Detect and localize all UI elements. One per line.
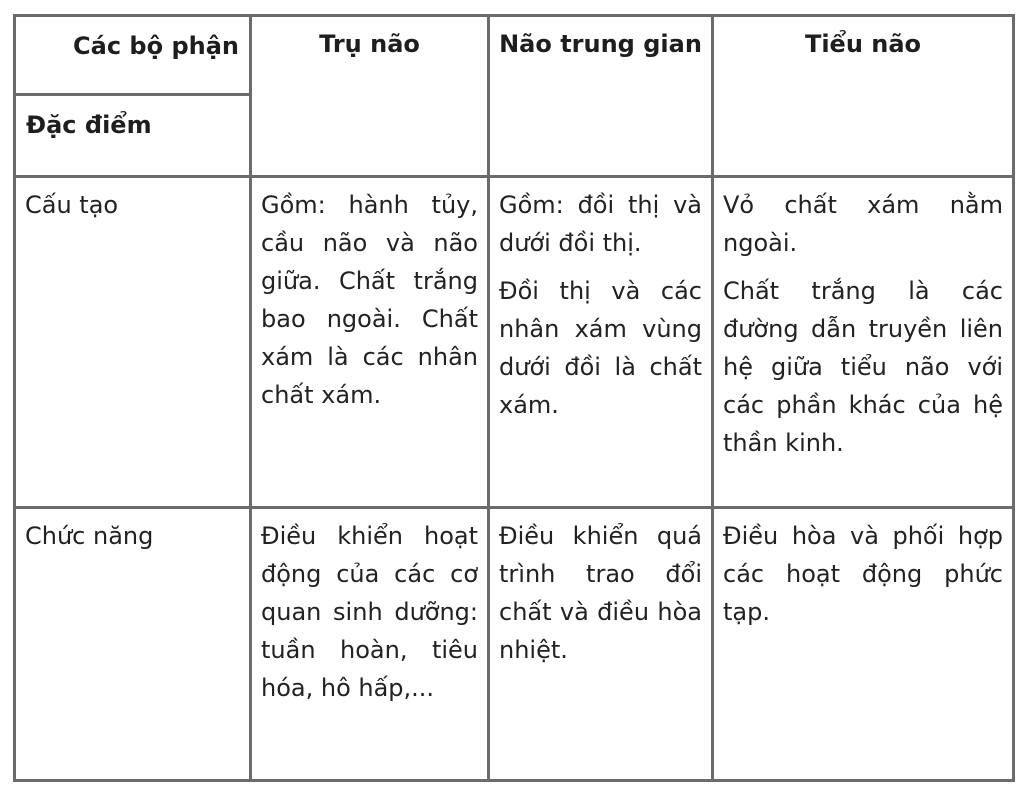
row-label-cau-tao: Cấu tạo (15, 177, 251, 508)
comparison-table (13, 14, 1015, 782)
header-row (15, 16, 1014, 177)
cell-paragraph: Đồi thị và các nhân xám vùng dưới đồi là chất xám. (499, 277, 702, 419)
column-header-tru-nao: Trụ não (251, 16, 489, 177)
cell-cau-tao-nao-trung-gian (489, 177, 713, 508)
corner-top-label: Các bộ phận (16, 17, 249, 96)
cell-paragraph: Vỏ chất xám nằm ngoài. (723, 191, 1003, 257)
cell-chuc-nang-tru-nao (251, 508, 489, 781)
cell-cau-tao-tieu-nao (713, 177, 1014, 508)
corner-bottom-label: Đặc điểm (26, 111, 152, 139)
cell-paragraph: Gồm: đồi thị và dưới đồi thị. (499, 191, 702, 257)
table-row-chuc-nang (15, 508, 1014, 781)
column-header-nao-trung-gian: Não trung gian (489, 16, 713, 177)
table-row-cau-tao (15, 177, 1014, 508)
column-header-tieu-nao: Tiểu não (713, 16, 1014, 177)
cell-paragraph: Điều khiển quá trình trao đổi chất và điều hòa nhiệt. (499, 522, 702, 664)
cell-paragraph: Chất trắng là các đường dẫn truyền liên hệ giữa tiểu não với các phần khác của hệ thần kinh. (723, 277, 1003, 457)
row-label-chuc-nang: Chức năng (15, 508, 251, 781)
cell-cau-tao-tru-nao (251, 177, 489, 508)
cell-chuc-nang-tieu-nao (713, 508, 1014, 781)
cell-chuc-nang-nao-trung-gian (489, 508, 713, 781)
corner-header-cell (15, 16, 251, 177)
cell-paragraph: Điều khiển hoạt động của các cơ quan sinh dưỡng: tuần hoàn, tiêu hóa, hô hấp,... (261, 522, 478, 702)
comparison-table-container (13, 14, 1012, 779)
cell-paragraph: Điều hòa và phối hợp các hoạt động phức tạp. (723, 522, 1003, 626)
cell-paragraph: Gồm: hành tủy, cầu não và não giữa. Chất trắng bao ngoài. Chất xám là các nhân chất xám. (261, 191, 478, 409)
